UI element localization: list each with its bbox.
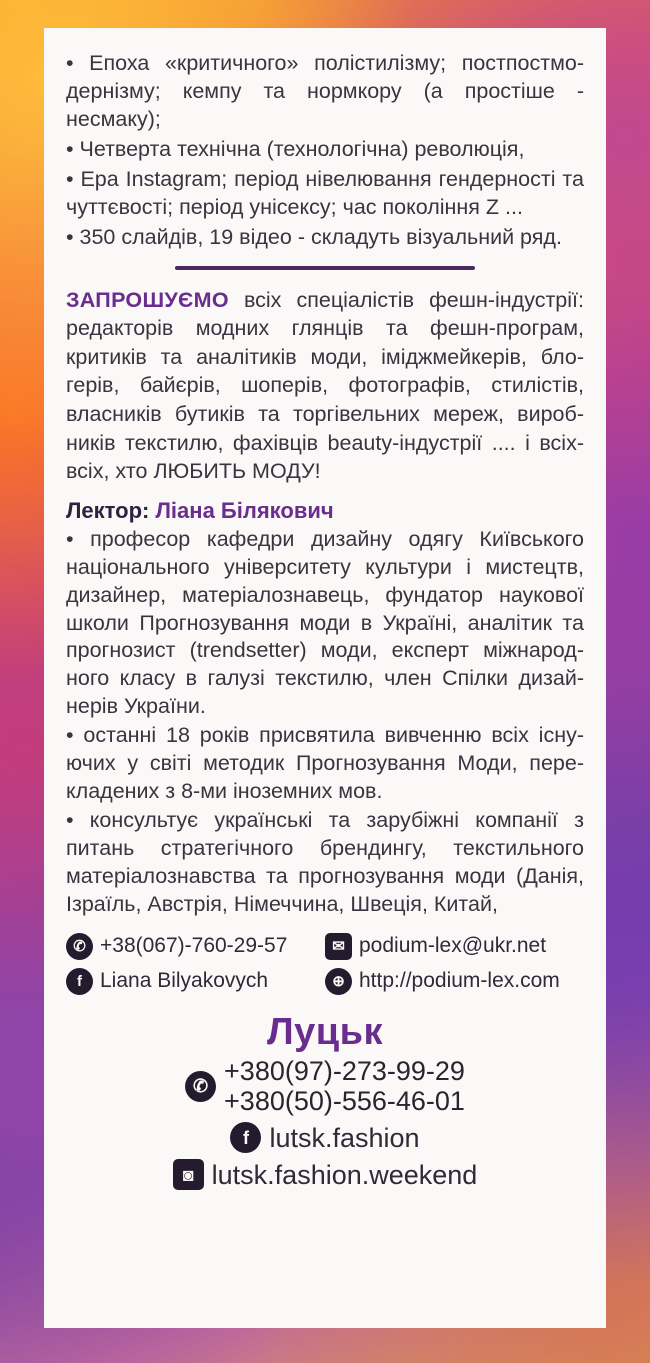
facebook-icon: f — [230, 1122, 261, 1153]
city-phone-1: +380(97)-273-99-29 — [224, 1055, 465, 1086]
divider — [175, 266, 475, 270]
contact-phone-value: +38(067)-760-29-57 — [100, 934, 288, 958]
lector-label: Лектор: — [66, 497, 150, 523]
phone-icon: ✆ — [66, 933, 93, 960]
email-icon: ✉ — [325, 933, 352, 960]
list-item: • консультує українські та зарубіжні компанії з питань стратегічного брендингу, текстильного матеріалознавства та прогнозування моди (Данія, Ізраїль, Австрія, Німеччина, Швеція, Китай, — [66, 808, 584, 916]
bullet-list — [66, 50, 584, 252]
city-phones[interactable] — [66, 1056, 584, 1116]
list-item: • 350 слайдів, 19 відео - складуть візуальний ряд. — [66, 224, 562, 249]
list-item: • останні 18 років присвятила вивченню всіх існуючих у світі методик Прогнозування Моди, перекладених з 8-ми іноземних мов. — [66, 723, 584, 804]
contact-phone[interactable] — [66, 933, 325, 960]
city-instagram[interactable] — [66, 1159, 584, 1190]
list-item: • Четверта технічна (технологічна) революція, — [66, 136, 525, 161]
city-instagram-value: lutsk.fashion.weekend — [211, 1159, 478, 1190]
contact-list — [66, 933, 584, 995]
city-title: Луцьк — [266, 1010, 384, 1053]
list-item: • професор кафедри дизайну одягу Київського національного університету культури і мистецтв, дизайнер, матеріалознавець, фундатор наукової школи Прогнозування моди в Україні, аналітик та прогнозист (trendsetter) моди, експерт міжнародного класу в галузі текстилю, член Спілки дизайнерів України. — [66, 526, 584, 719]
city-phone-2: +380(50)-556-46-01 — [224, 1086, 465, 1117]
contact-website-value: http://podium-lex.com — [359, 969, 560, 993]
poster-card — [44, 28, 606, 1328]
contact-email[interactable] — [325, 933, 584, 960]
lector-heading — [66, 498, 584, 524]
contact-email-value: podium-lex@ukr.net — [359, 934, 547, 958]
contact-facebook-value: Liana Bilyakovych — [100, 969, 269, 993]
phone-icon: ✆ — [185, 1071, 216, 1102]
list-item: • Епоха «критичного» полістилізму; постпостмодернізму; кемпу та нормкору (а простіше - несмаку); — [66, 51, 584, 131]
instagram-icon: ◙ — [173, 1159, 204, 1190]
contact-facebook[interactable] — [66, 968, 325, 995]
lector-name: Ліана Білякович — [155, 497, 334, 523]
city-facebook[interactable] — [66, 1122, 584, 1153]
invitation-paragraph — [66, 286, 584, 486]
city-section — [66, 1011, 584, 1190]
facebook-icon: f — [66, 968, 93, 995]
city-facebook-value: lutsk.fashion — [269, 1122, 420, 1153]
invitation-lead: ЗАПРОШУЄМО — [66, 287, 229, 312]
globe-icon: ⊕ — [325, 968, 352, 995]
invitation-text: всіх спеціалістів фешн-індустрії: редакторів модних глянців та фешн-програм, критиків та аналітиків моди, іміджмейкерів, блогерів, байєрів, шоперів, фотографів, стилістів, власників бутиків та торгівельних мереж, виробників текстилю, фахівців beauty-індустрії .... і всіх-всіх, хто ЛЮБИТЬ МОДУ! — [66, 287, 584, 484]
lector-bio — [66, 526, 584, 919]
list-item: • Epa Instagram; період нівелювання гендерності та чуттєвості; період унісексу; час покоління Z ... — [66, 166, 584, 219]
city-phone-values — [224, 1056, 465, 1116]
contact-website[interactable] — [325, 968, 584, 995]
